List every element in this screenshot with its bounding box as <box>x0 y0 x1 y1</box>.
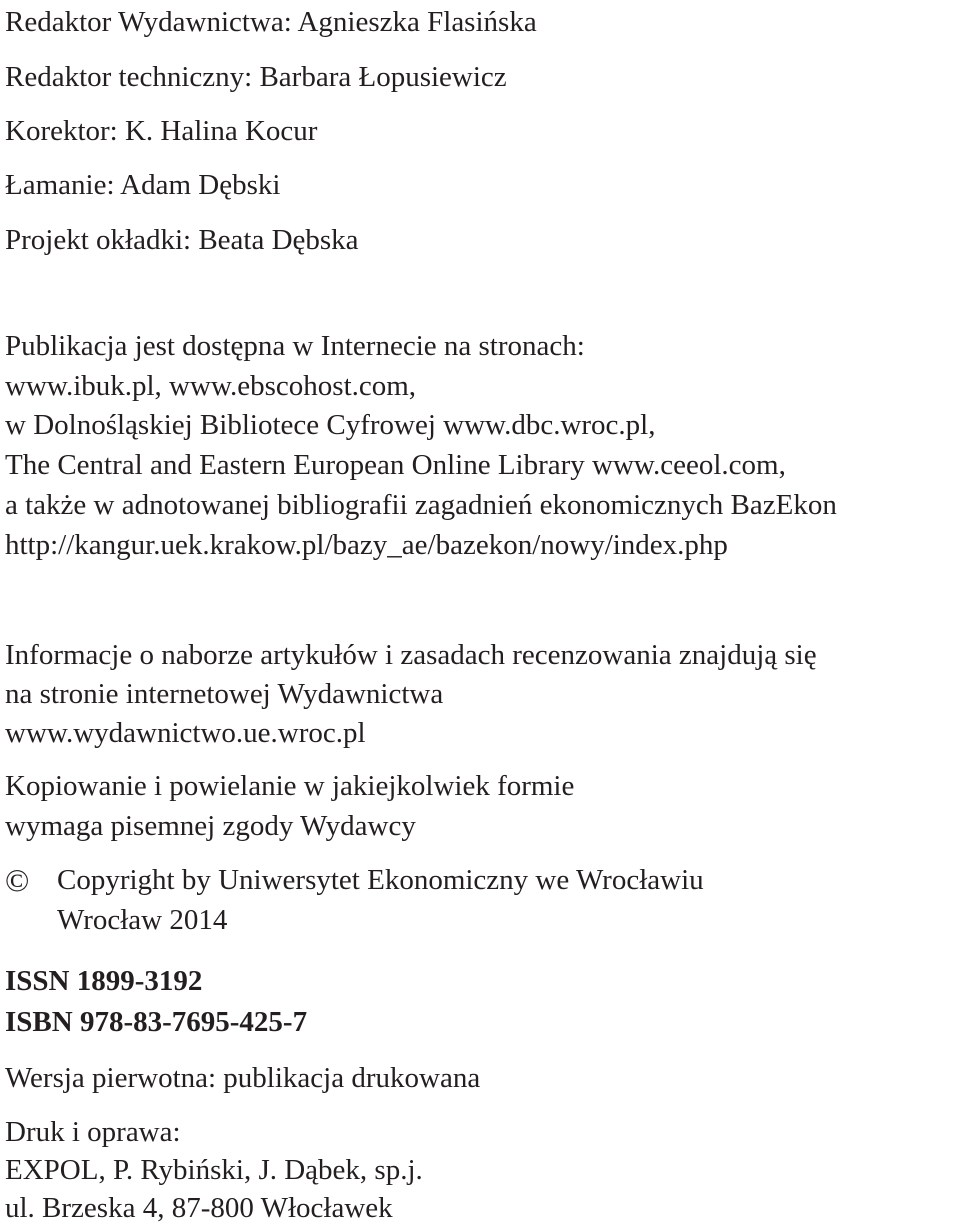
printer-address: ul. Brzeska 4, 87-800 Włocławek <box>5 1192 393 1224</box>
availability-intro: Publikacja jest dostępna w Internecie na stronach: <box>5 330 585 362</box>
copying-line-1: Kopiowanie i powielanie w jakiejkolwiek formie <box>5 770 575 802</box>
copying-line-2: wymaga pisemnej zgody Wydawcy <box>5 810 416 842</box>
copyright-line-1: Copyright by Uniwersytet Ekonomiczny we Wrocławiu <box>57 864 704 896</box>
copyright-icon: © <box>5 862 30 898</box>
submissions-line-2: na stronie internetowej Wydawnictwa <box>5 678 444 710</box>
cover-design-credit: Projekt okładki: Beata Dębska <box>5 224 359 256</box>
typesetting-credit: Łamanie: Adam Dębski <box>5 169 281 201</box>
editor-credit: Redaktor Wydawnictwa: Agnieszka Flasińska <box>5 6 537 38</box>
technical-editor-credit: Redaktor techniczny: Barbara Łopusiewicz <box>5 61 507 93</box>
submissions-line-3: www.wydawnictwo.ue.wroc.pl <box>5 717 366 749</box>
availability-line-4: a także w adnotowanej bibliografii zagadnień ekonomicznych BazEkon <box>5 489 837 521</box>
isbn: ISBN 978-83-7695-425-7 <box>5 1006 308 1038</box>
version-note: Wersja pierwotna: publikacja drukowana <box>5 1062 481 1094</box>
issn: ISSN 1899-3192 <box>5 965 203 997</box>
availability-line-1: www.ibuk.pl, www.ebscohost.com, <box>5 370 417 402</box>
availability-line-3: The Central and Eastern European Online Library www.ceeol.com, <box>5 449 786 481</box>
availability-line-2: w Dolnośląskiej Bibliotece Cyfrowej www.dbc.wroc.pl, <box>5 409 656 441</box>
printing-label: Druk i oprawa: <box>5 1116 181 1148</box>
copyright-line-2: Wrocław 2014 <box>57 904 228 936</box>
availability-line-5: http://kangur.uek.krakow.pl/bazy_ae/bazekon/nowy/index.php <box>5 529 728 561</box>
proofreader-credit: Korektor: K. Halina Kocur <box>5 115 318 147</box>
submissions-line-1: Informacje o naborze artykułów i zasadach recenzowania znajdują się <box>5 639 817 671</box>
printer-name: EXPOL, P. Rybiński, J. Dąbek, sp.j. <box>5 1154 423 1186</box>
